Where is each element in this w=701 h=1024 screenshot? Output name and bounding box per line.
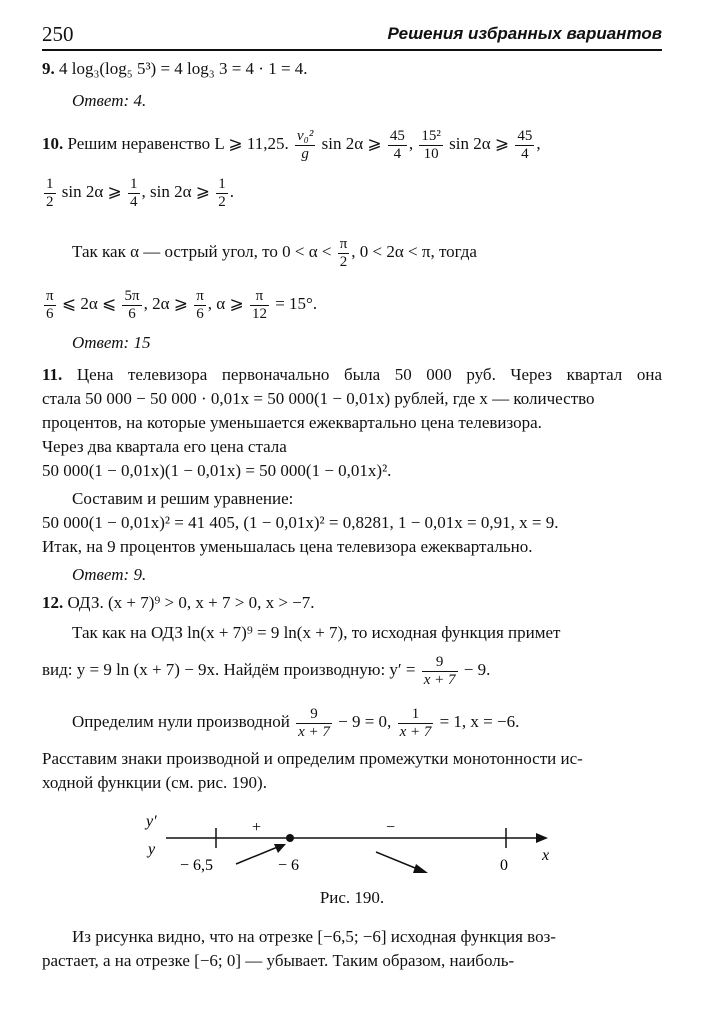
text: Цена телевизора первоначально была 50 000 руб. Через квартал она [76,365,662,384]
problem-number: 9. [42,59,55,78]
text: , sin 2α ⩾ [141,182,210,201]
problem-11-line3: процентов, на которые уменьшается ежеквартально цена телевизора. [42,413,542,432]
problem-10-line2: $\frac{1}{2}$ sin 2α ⩾ $\frac{1}{4}$ , sin 2α ⩾ $\frac{1}{2}$ . [46,175,234,210]
problem-11-line6: Составим и решим уравнение: [72,489,294,508]
fraction: $\frac{1}{4}$ [130,175,138,210]
answer-9: Ответ: 4. [72,91,147,110]
sign-plus: + [252,819,262,836]
sign-minus: − [386,819,396,836]
conclusion-line1: Из рисунка видно, что на отрезке [−6,5; −6] исходная функция воз- [72,927,556,946]
page-header [42,22,662,48]
problem-11-line4: Через два квартала его цена стала [42,437,287,456]
problem-9 [42,58,662,80]
fraction: $\frac{\pi}{12}$ [251,287,267,322]
problem-text: 4 log₃(log₅ 5³) = 4 log₃ 3 = 4 · 1 = 4. [59,59,308,78]
fraction: $\frac{\pi}{6}$ [46,287,54,322]
fraction: $\frac{\pi}{6}$ [196,287,204,322]
problem-10-range [42,284,662,324]
problem-11-line7: 50 000(1 − 0,01x)² = 41 405, (1 − 0,01x)² = 0,8281, 1 − 0,01x = 0,91, x = 9. [42,513,559,532]
fraction: $\frac{9}{x + 7}$ [298,705,330,740]
problem-12-line2 [42,650,662,690]
fraction: $\frac{9}{x + 7}$ [423,653,456,688]
text: = 15°. [275,294,318,313]
problem-11-line8: Итак, на 9 процентов уменьшалась цена телевизора ежеквартально. [42,537,533,556]
text: sin 2α ⩾ [61,182,122,201]
text: Определим нули производной [72,712,290,731]
text: вид: y = 9 ln (x + 7) − 9x. Найдём производную: y′ = [42,660,416,679]
problem-number: 11. [42,365,63,384]
fraction: $\frac{45}{4}$ [389,127,405,162]
increasing-arrow [236,846,280,864]
fraction: $\frac{1}{2}$ [218,175,226,210]
text: sin 2α ⩾ [449,134,510,153]
text: − 9 = 0, [338,712,392,731]
critical-point [286,834,294,842]
problem-number: 12. [42,593,64,612]
figure-caption: Рис. 190. [319,888,385,907]
text: = 1, x = −6. [439,712,520,731]
problem-11-line2: стала 50 000 − 50 000 · 0,01x = 50 000(1 − 0,01x) рублей, где x — количество [42,389,595,408]
text: Решим неравенство L ⩾ 11,25. [67,134,289,153]
problem-12-line5: ходной функции (см. рис. 190). [42,773,267,792]
decreasing-arrowhead [413,864,428,873]
fraction: $\frac{1}{x + 7}$ [399,705,432,740]
fraction: $\frac{\text{v₀²}}{g}$ [296,127,314,162]
tick-label-b: − 6 [278,857,300,874]
header-rule [42,49,662,51]
problem-10-condition [42,232,662,272]
running-title: Решения избранных вариантов [387,24,662,43]
problem-12-line1: Так как на ОДЗ ln(x + 7)⁹ = 9 ln(x + 7), то исходная функция примет [72,623,561,642]
fraction: $\frac{\pi}{2}$ [339,235,348,270]
answer-11: Ответ: 9. [72,565,147,584]
sign-diagram [140,808,570,878]
decreasing-arrow [376,852,420,870]
text: ОДЗ. (x + 7)⁹ > 0, x + 7 > 0, x > −7. [67,593,315,612]
axis-label-y: y [148,841,156,858]
conclusion-line2: растает, а на отрезке [−6; 0] — убывает. Таким образом, наиболь- [42,951,515,970]
text: ⩽ 2α ⩽ [61,294,117,313]
axis-label-x: x [542,847,550,864]
problem-11-line1 [42,364,662,386]
text: , α ⩾ [207,294,244,313]
problem-10-line1: 10. Решим неравенство L ⩾ 11,25. $\frac{\text{v₀²}}{g}$ sin 2α ⩾ $\frac{45}{4}$ , $\frac{\text{15²}}{10}$ sin 2α ⩾ $\frac{45}{4}$ , [42,127,541,162]
problem-12-line3 [42,702,662,742]
fraction: $\frac{45}{4}$ [517,127,533,162]
text: , 0 < 2α < π, тогда [351,242,477,261]
axis-arrowhead [536,833,548,843]
fraction: $\frac{5\pi}{6}$ [124,287,140,322]
page-number: 250 [42,22,74,46]
problem-12-line4: Расставим знаки производной и определим промежутки монотонности ис- [42,749,583,768]
axis-label-yprime: y′ [146,813,157,830]
problem-11-line5: 50 000(1 − 0,01x)(1 − 0,01x) = 50 000(1 − 0,01x)². [42,461,392,480]
text: sin 2α ⩾ [321,134,382,153]
fraction: $\frac{1}{2}$ [46,175,54,210]
answer-10: Ответ: 15 [72,333,151,352]
tick-label-a: − 6,5 [180,857,214,874]
problem-number: 10. [42,134,64,153]
text: − 9. [463,660,491,679]
text: Так как α — острый угол, то 0 < α < [72,242,332,261]
fraction: $\frac{\text{15²}}{10}$ [421,127,441,162]
tick-label-c: 0 [500,857,508,874]
problem-12-odz [42,592,662,614]
text: , 2α ⩾ [143,294,188,313]
